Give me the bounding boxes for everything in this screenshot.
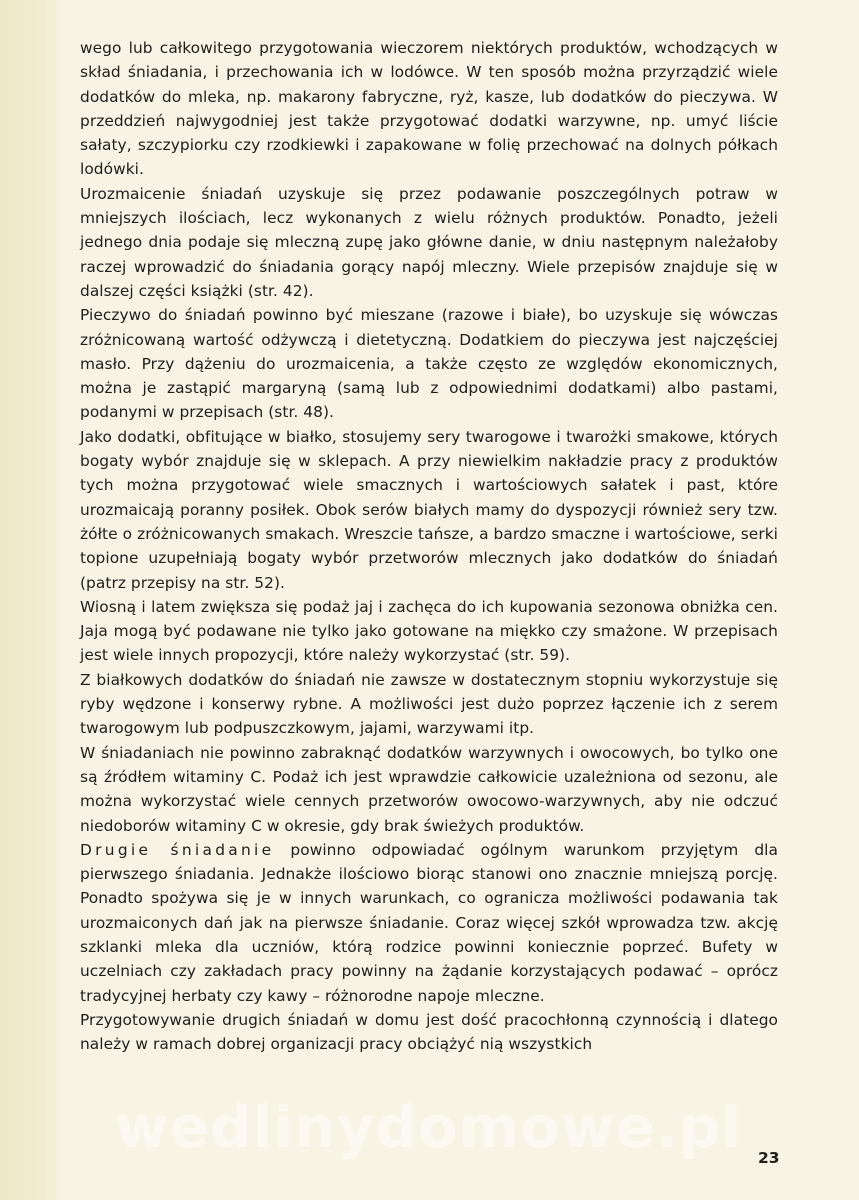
book-page-text — [80, 36, 778, 1056]
page-left-edge — [0, 0, 62, 1200]
spaced-lead-heading: Drugie śniadanie — [80, 840, 275, 859]
paragraph-home-preparation: Przygotowywanie drugich śniadań w domu jest dość pracochłonną czynnością i dlatego należy w ramach dobrej organizacji pracy obciążyć nią wszystkich — [80, 1010, 778, 1054]
paragraph-eggs: Wiosną i latem zwiększa się podaż jaj i zachęca do ich kupowania sezonowa obniżka cen. Jaja mogą być podawane nie tylko jako gotowane na miękko czy smażone. W przepisach jest wiele innych propozycji, które należy wykorzystać (str. 59). — [80, 597, 778, 665]
paragraph-fish: Z białkowych dodatków do śniadań nie zawsze w dostatecznym stopniu wykorzystuje się ryby wędzone i konserwy rybne. A możliwości jest dużo poprzez łączenie ich z serem twarogowym lub podpuszczkowym, jajami, warzywami itp. — [80, 670, 778, 738]
paragraph-vegetables: W śniadaniach nie powinno zabraknąć dodatków warzywnych i owocowych, bo tylko one są źródłem witaminy C. Podaż ich jest wprawdzie całkowicie uzależniona od sezonu, ale można wykorzystać wiele cennych przetworów owocowo-warzywnych, aby nie odczuć niedoborów witaminy C w okresie, gdy brak świeżych produktów. — [80, 743, 778, 835]
paragraph-prep-evening: wego lub całkowitego przygotowania wieczorem niektórych produktów, wchodzących w skład śniadania, i przechowania ich w lodówce. W ten sposób można przyrządzić wiele dodatków do mleka, np. makarony fabryczne, ryż, kasze, lub dodatków do pieczywa. W przeddzień najwygodniej jest także przygotować dodatki warzywne, np. umyć liście sałaty, szczypiorku czy rzodkiewki i zapakowane w folię przechować na dolnych półkach lodówki. — [80, 39, 778, 179]
paragraph-second-breakfast — [80, 838, 778, 1008]
page-number: 23 — [758, 1149, 780, 1167]
paragraph-second-breakfast-body: powinno odpowiadać ogólnym warunkom przyjętym dla pierwszego śniadania. Jednakże ilościowo biorąc stanowi ono znacznie mniejszą porcję. Ponadto spożywa się je w innych warunkach, co ogranicza możliwości podawania tak urozmaiconych dań jak na pierwsze śniadanie. Coraz więcej szkół wprowadza tzw. akcję szklanki mleka dla uczniów, którą rodzice powinni koniecznie poprzeć. Bufety w uczelniach czy zakładach pracy powinny na żądanie korzystających podawać – oprócz tradycyjnej herbaty czy kawy – różnorodne napoje mleczne. — [80, 840, 778, 1005]
paragraph-cheese: Jako dodatki, obfitujące w białko, stosujemy sery twarogowe i twarożki smakowe, których bogaty wybór znajduje się w sklepach. A przy niewielkim nakładzie pracy z produktów tych można przygotować wiele smacznych i wartościowych sałatek i past, które urozmaicają poranny posiłek. Obok serów białych mamy do dyspozycji również sery tzw. żółte o zróżnicowanych smakach. Wreszcie tańsze, a bardzo smaczne i wartościowe, serki topione uzupełniają bogaty wybór przetworów mlecznych jako dodatków do śniadań (patrz przepisy na str. 52). — [80, 427, 778, 592]
paragraph-variety: Urozmaicenie śniadań uzyskuje się przez podawanie poszczególnych potraw w mniejszych ilościach, lecz wykonanych z wielu różnych produktów. Ponadto, jeżeli jednego dnia podaje się mleczną zupę jako główne danie, w dniu następnym należałoby raczej wprowadzić do śniadania gorący napój mleczny. Wiele przepisów znajduje się w dalszej części książki (str. 42). — [80, 184, 778, 300]
paragraph-bread: Pieczywo do śniadań powinno być mieszane (razowe i białe), bo uzyskuje się wówczas zróżnicowaną wartość odżywczą i dietetyczną. Dodatkiem do pieczywa jest najczęściej masło. Przy dążeniu do urozmaicenia, a także często ze względów ekonomicznych, można je zastąpić margaryną (samą lub z odpowiednimi dodatkami) albo pastami, podanymi w przepisach (str. 48). — [80, 306, 778, 422]
watermark: wedlinydomowe.pl — [115, 1093, 743, 1161]
